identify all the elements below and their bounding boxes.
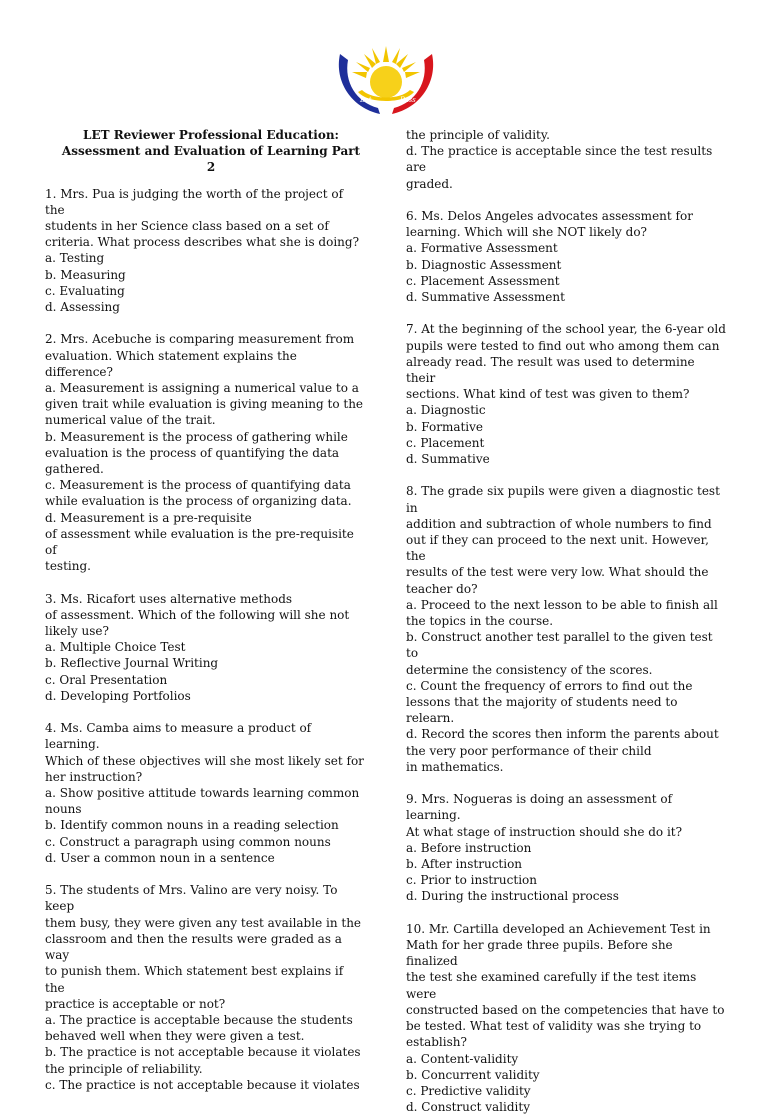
question-line: c. Oral Presentation [45, 672, 168, 687]
question-line: c. The practice is not acceptable because it violates [45, 1077, 360, 1092]
question-line: d. Summative Assessment [406, 290, 565, 305]
question-line: 4. Ms. Camba aims to measure a product of learning. [45, 721, 312, 752]
question-line: a. Before instruction [406, 840, 532, 855]
question-line: of assessment. Which of the following will she not [45, 607, 350, 622]
question-line: classroom and then the results were graded as a way [45, 931, 342, 963]
question-block [406, 127, 726, 192]
question-line: d. Record the scores then inform the parents about [406, 727, 719, 742]
question-line: testing. [45, 559, 91, 574]
question-line: nouns [45, 802, 82, 817]
question-line: a. Proceed to the next lesson to be able to finish all [406, 597, 718, 612]
question-line: already read. The result was used to determine their [406, 354, 695, 386]
question-line: be tested. What test of validity was she trying to [406, 1019, 702, 1034]
question-line: c. Predictive validity [406, 1083, 531, 1098]
question-line: b. The practice is not acceptable because it violates [45, 1045, 361, 1060]
question-line: out if they can proceed to the next unit. However, the [406, 533, 709, 564]
question-line: c. Evaluating [45, 283, 125, 298]
question-line: b. Measuring [45, 267, 126, 282]
question-line: At what stage of instruction should she do it? [406, 824, 683, 839]
question-line: evaluation. Which statement explains the difference? [45, 348, 297, 379]
question-line: her instruction? [45, 769, 143, 784]
question-line: Math for her grade three pupils. Before she finalized [406, 938, 673, 969]
question-line: c. Placement [406, 435, 485, 450]
title-line-1: LET Reviewer Professional Education: [83, 128, 339, 142]
question-line: teacher do? [406, 581, 478, 596]
question-line: b. Diagnostic Assessment [406, 257, 562, 272]
question-line: them busy, they were given any test available in the [45, 915, 362, 930]
question-line: gathered. [45, 462, 104, 477]
question-line: c. Count the frequency of errors to find out the [406, 678, 693, 693]
question-line: b. Identify common nouns in a reading selection [45, 818, 339, 833]
question-line: a. Multiple Choice Test [45, 640, 186, 655]
question-line: c. Construct a paragraph using common nouns [45, 834, 331, 849]
question-block [45, 331, 365, 574]
question-line: criteria. What process describes what she is doing? [45, 235, 360, 250]
question-line: determine the consistency of the scores. [406, 662, 653, 677]
question-line: 10. Mr. Cartilla developed an Achievement Test in [406, 921, 711, 936]
question-line: b. Formative [406, 419, 484, 434]
question-line: likely use? [45, 624, 109, 639]
question-line: d. Developing Portfolios [45, 688, 191, 703]
question-line: to punish them. Which statement best explains if the [45, 964, 344, 995]
question-block [45, 720, 365, 866]
logo-left-text: Let [360, 96, 372, 104]
question-line: b. Measurement is the process of gathering while [45, 429, 348, 444]
logo-right-text: Pass [400, 96, 416, 104]
question-line: 1. Mrs. Pua is judging the worth of the project of the [45, 186, 344, 217]
question-line: 3. Ms. Ricafort uses alternative methods [45, 591, 293, 606]
question-block [45, 591, 365, 704]
question-line: d. Measurement is a pre-requisite [45, 510, 252, 525]
page-title [45, 127, 365, 176]
question-line: a. Testing [45, 251, 105, 266]
question-line: results of the test were very low. What should the [406, 565, 709, 580]
question-line: a. Diagnostic [406, 403, 486, 418]
question-line: a. Formative Assessment [406, 241, 558, 256]
question-line: establish? [406, 1035, 467, 1050]
question-line: lessons that the majority of students need to relearn. [406, 695, 678, 726]
question-line: a. Measurement is assigning a numerical value to a [45, 381, 359, 396]
question-line: practice is acceptable or not? [45, 996, 226, 1011]
question-line: the principle of reliability. [45, 1061, 203, 1076]
question-line: learning. Which will she NOT likely do? [406, 225, 647, 240]
question-line: b. Concurrent validity [406, 1067, 540, 1082]
question-line: c. Placement Assessment [406, 273, 560, 288]
question-line: pupils were tested to find out who among them can [406, 338, 720, 353]
question-line: d. The practice is acceptable since the test results are [406, 144, 713, 175]
question-line: the topics in the course. [406, 614, 554, 629]
question-line: d. Assessing [45, 300, 120, 315]
question-block [406, 921, 726, 1115]
question-line: c. Prior to instruction [406, 873, 537, 888]
question-line: c. Measurement is the process of quantifying data [45, 478, 351, 493]
question-line: graded. [406, 176, 453, 191]
question-block [406, 483, 726, 775]
question-line: of assessment while evaluation is the pre-requisite of [45, 526, 354, 558]
question-line: a. Show positive attitude towards learning common [45, 786, 360, 801]
question-block [45, 882, 365, 1093]
question-line: 5. The students of Mrs. Valino are very noisy. To keep [45, 883, 338, 914]
question-line: 9. Mrs. Nogueras is doing an assessment of learning. [406, 792, 673, 823]
right-column [406, 127, 726, 1115]
question-line: numerical value of the trait. [45, 413, 216, 428]
question-line: a. Content-validity [406, 1051, 519, 1066]
question-line: evaluation is the process of quantifying the data [45, 445, 340, 460]
question-line: 6. Ms. Delos Angeles advocates assessment for [406, 209, 693, 223]
question-line: while evaluation is the process of organizing data. [45, 494, 352, 509]
question-line: b. After instruction [406, 857, 523, 872]
sun-logo-icon [334, 42, 438, 118]
question-block [406, 791, 726, 904]
question-line: b. Reflective Journal Writing [45, 656, 219, 671]
question-line: students in her Science class based on a set of [45, 219, 329, 234]
question-block [45, 186, 365, 316]
question-line: given trait while evaluation is giving meaning to the [45, 397, 364, 412]
question-line: constructed based on the competencies that have to [406, 1002, 725, 1017]
title-line-2: Assessment and Evaluation of Learning Part 2 [61, 144, 361, 175]
question-line: d. Construct validity [406, 1100, 530, 1115]
question-block [406, 321, 726, 467]
question-line: d. User a common noun in a sentence [45, 850, 275, 865]
left-column [45, 127, 365, 1093]
question-line: in mathematics. [406, 759, 504, 774]
question-line: the principle of validity. [406, 128, 550, 142]
question-line: the test she examined carefully if the test items were [406, 970, 697, 1001]
question-line: sections. What kind of test was given to them? [406, 387, 690, 402]
question-line: 8. The grade six pupils were given a diagnostic test in [406, 484, 720, 515]
question-line: Which of these objectives will she most likely set for [45, 753, 364, 768]
question-line: behaved well when they were given a test. [45, 1029, 305, 1044]
question-line: d. Summative [406, 452, 490, 467]
question-line: 2. Mrs. Acebuche is comparing measurement from [45, 332, 355, 347]
question-line: the very poor performance of their child [406, 743, 652, 758]
question-line: b. Construct another test parallel to the given test to [406, 630, 713, 661]
question-line: 7. At the beginning of the school year, the 6-year old [406, 322, 726, 337]
question-line: addition and subtraction of whole numbers to find [406, 516, 712, 531]
question-block [406, 208, 726, 305]
question-line: a. The practice is acceptable because the students [45, 1012, 353, 1027]
question-line: d. During the instructional process [406, 889, 619, 904]
